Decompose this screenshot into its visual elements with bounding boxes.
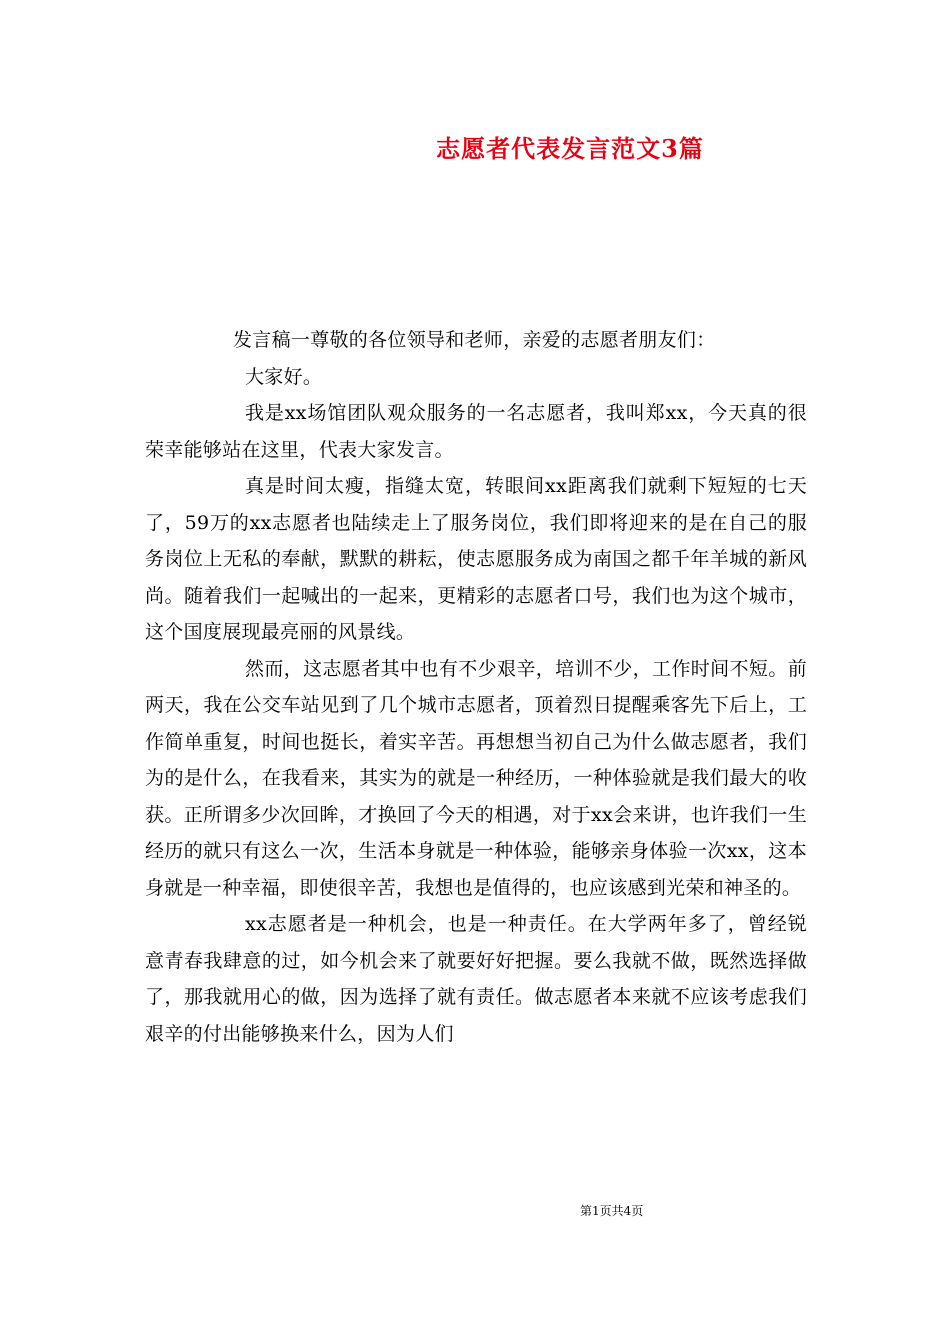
body-paragraph-hardship: 然而，这志愿者其中也有不少艰辛，培训不少，工作时间不短。前两天，我在公交车站见到了几个城市志愿者，顶着烈日提醒乘客先下后上，工作简单重复，时间也挺长，着实辛苦。再想想当初自己为什么做志愿者，我们为的是什么，在我看来，其实为的就是一种经历，一种体验就是我们最大的收获。正所谓多少次回眸，才换回了今天的相遇，对于xx会来讲，也许我们一生经历的就只有这么一次，生活本身就是一种体验，能够亲身体验一次xx，这本身就是一种幸福，即使很辛苦，我想也是值得的，也应该感到光荣和神圣的。 — [145, 657, 807, 899]
body-paragraph-time: 真是时间太瘦，指缝太宽，转眼间xx距离我们就剩下短短的七天了，59万的xx志愿者也陆续走上了服务岗位，我们即将迎来的是在自己的服务岗位上无私的奉献，默默的耕耘，使志愿服务成为南国之都千年羊城的新风尚。随着我们一起喊出的一起来，更精彩的志愿者口号，我们也为这个城市，这个国度展现最亮丽的风景线。 — [145, 475, 807, 643]
body-paragraph-intro: 我是xx场馆团队观众服务的一名志愿者，我叫郑xx，今天真的很荣幸能够站在这里，代表大家发言。 — [145, 402, 807, 461]
salutation-paragraph: 发言稿一尊敬的各位领导和老师，亲爱的志愿者朋友们： — [233, 329, 716, 351]
body-paragraph-responsibility: xx志愿者是一种机会，也是一种责任。在大学两年多了，曾经锐意青春我肆意的过，如今机会来了就要好好把握。要么我就不做，既然选择做了，那我就用心的做，因为选择了就有责任。做志愿者本来就不应该考虑我们艰辛的付出能够换来什么，因为人们 — [145, 913, 807, 1045]
greeting-paragraph: 大家好。 — [245, 365, 323, 388]
document-title: 志愿者代表发言范文3篇 — [436, 134, 704, 163]
document-body — [145, 322, 807, 1052]
page-footer: 第1页共4页 — [580, 1204, 644, 1218]
